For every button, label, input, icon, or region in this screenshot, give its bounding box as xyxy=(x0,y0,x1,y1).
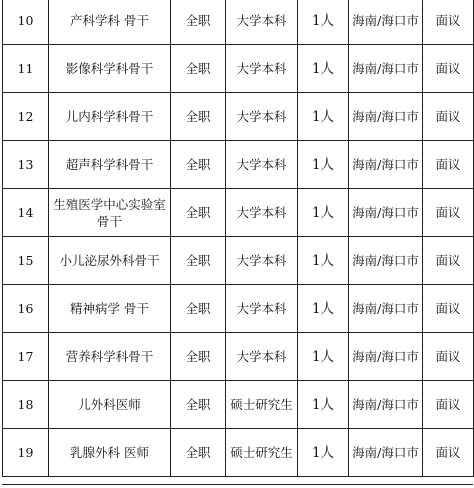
education-requirement: 大学本科 xyxy=(226,237,298,285)
position-name: 儿外科医师 xyxy=(49,381,171,429)
row-number: 13 xyxy=(3,141,49,189)
work-location: 海南/海口市 xyxy=(349,333,423,381)
table-row xyxy=(3,93,474,141)
position-name: 超声科学科骨干 xyxy=(49,141,171,189)
row-number: 17 xyxy=(3,333,49,381)
row-number: 15 xyxy=(3,237,49,285)
table-row xyxy=(3,189,474,237)
position-name: 精神病学 骨干 xyxy=(49,285,171,333)
headcount: 1人 xyxy=(298,333,349,381)
salary-method: 面议 xyxy=(423,333,474,381)
position-name: 产科学科 骨干 xyxy=(49,0,171,45)
salary-method: 面议 xyxy=(423,0,474,45)
work-location: 海南/海口市 xyxy=(349,381,423,429)
salary-method: 面议 xyxy=(423,237,474,285)
headcount: 1人 xyxy=(298,141,349,189)
employment-type: 全职 xyxy=(171,237,226,285)
table-row xyxy=(3,45,474,93)
employment-type: 全职 xyxy=(171,333,226,381)
row-number: 12 xyxy=(3,93,49,141)
work-location: 海南/海口市 xyxy=(349,141,423,189)
employment-type: 全职 xyxy=(171,0,226,45)
table-body xyxy=(3,0,474,477)
employment-type: 全职 xyxy=(171,45,226,93)
table-row xyxy=(3,429,474,477)
work-location: 海南/海口市 xyxy=(349,189,423,237)
table-row xyxy=(3,237,474,285)
work-location: 海南/海口市 xyxy=(349,285,423,333)
headcount: 1人 xyxy=(298,189,349,237)
recruitment-table xyxy=(2,0,474,477)
employment-type: 全职 xyxy=(171,189,226,237)
salary-method: 面议 xyxy=(423,429,474,477)
education-requirement: 硕士研究生 xyxy=(226,381,298,429)
position-name: 儿内科学科骨干 xyxy=(49,93,171,141)
work-location: 海南/海口市 xyxy=(349,429,423,477)
position-name: 小儿泌尿外科骨干 xyxy=(49,237,171,285)
table-row xyxy=(3,0,474,45)
headcount: 1人 xyxy=(298,45,349,93)
work-location: 海南/海口市 xyxy=(349,237,423,285)
headcount: 1人 xyxy=(298,429,349,477)
salary-method: 面议 xyxy=(423,45,474,93)
position-name: 生殖医学中心实验室骨干 xyxy=(49,189,171,237)
position-name: 乳腺外科 医师 xyxy=(49,429,171,477)
row-number: 14 xyxy=(3,189,49,237)
education-requirement: 大学本科 xyxy=(226,45,298,93)
row-number: 18 xyxy=(3,381,49,429)
work-location: 海南/海口市 xyxy=(349,0,423,45)
salary-method: 面议 xyxy=(423,285,474,333)
row-number: 19 xyxy=(3,429,49,477)
headcount: 1人 xyxy=(298,381,349,429)
table-bottom-rule xyxy=(2,484,473,485)
row-number: 10 xyxy=(3,0,49,45)
salary-method: 面议 xyxy=(423,93,474,141)
table-row xyxy=(3,333,474,381)
table-row xyxy=(3,381,474,429)
education-requirement: 大学本科 xyxy=(226,141,298,189)
employment-type: 全职 xyxy=(171,429,226,477)
headcount: 1人 xyxy=(298,237,349,285)
employment-type: 全职 xyxy=(171,381,226,429)
headcount: 1人 xyxy=(298,285,349,333)
headcount: 1人 xyxy=(298,0,349,45)
work-location: 海南/海口市 xyxy=(349,93,423,141)
salary-method: 面议 xyxy=(423,141,474,189)
table-row xyxy=(3,141,474,189)
employment-type: 全职 xyxy=(171,93,226,141)
education-requirement: 大学本科 xyxy=(226,285,298,333)
education-requirement: 大学本科 xyxy=(226,333,298,381)
position-name: 影像科学科骨干 xyxy=(49,45,171,93)
employment-type: 全职 xyxy=(171,141,226,189)
headcount: 1人 xyxy=(298,93,349,141)
row-number: 11 xyxy=(3,45,49,93)
employment-type: 全职 xyxy=(171,285,226,333)
education-requirement: 大学本科 xyxy=(226,93,298,141)
education-requirement: 硕士研究生 xyxy=(226,429,298,477)
salary-method: 面议 xyxy=(423,189,474,237)
work-location: 海南/海口市 xyxy=(349,45,423,93)
table-row xyxy=(3,285,474,333)
salary-method: 面议 xyxy=(423,381,474,429)
position-name: 营养科学科骨干 xyxy=(49,333,171,381)
education-requirement: 大学本科 xyxy=(226,0,298,45)
education-requirement: 大学本科 xyxy=(226,189,298,237)
row-number: 16 xyxy=(3,285,49,333)
